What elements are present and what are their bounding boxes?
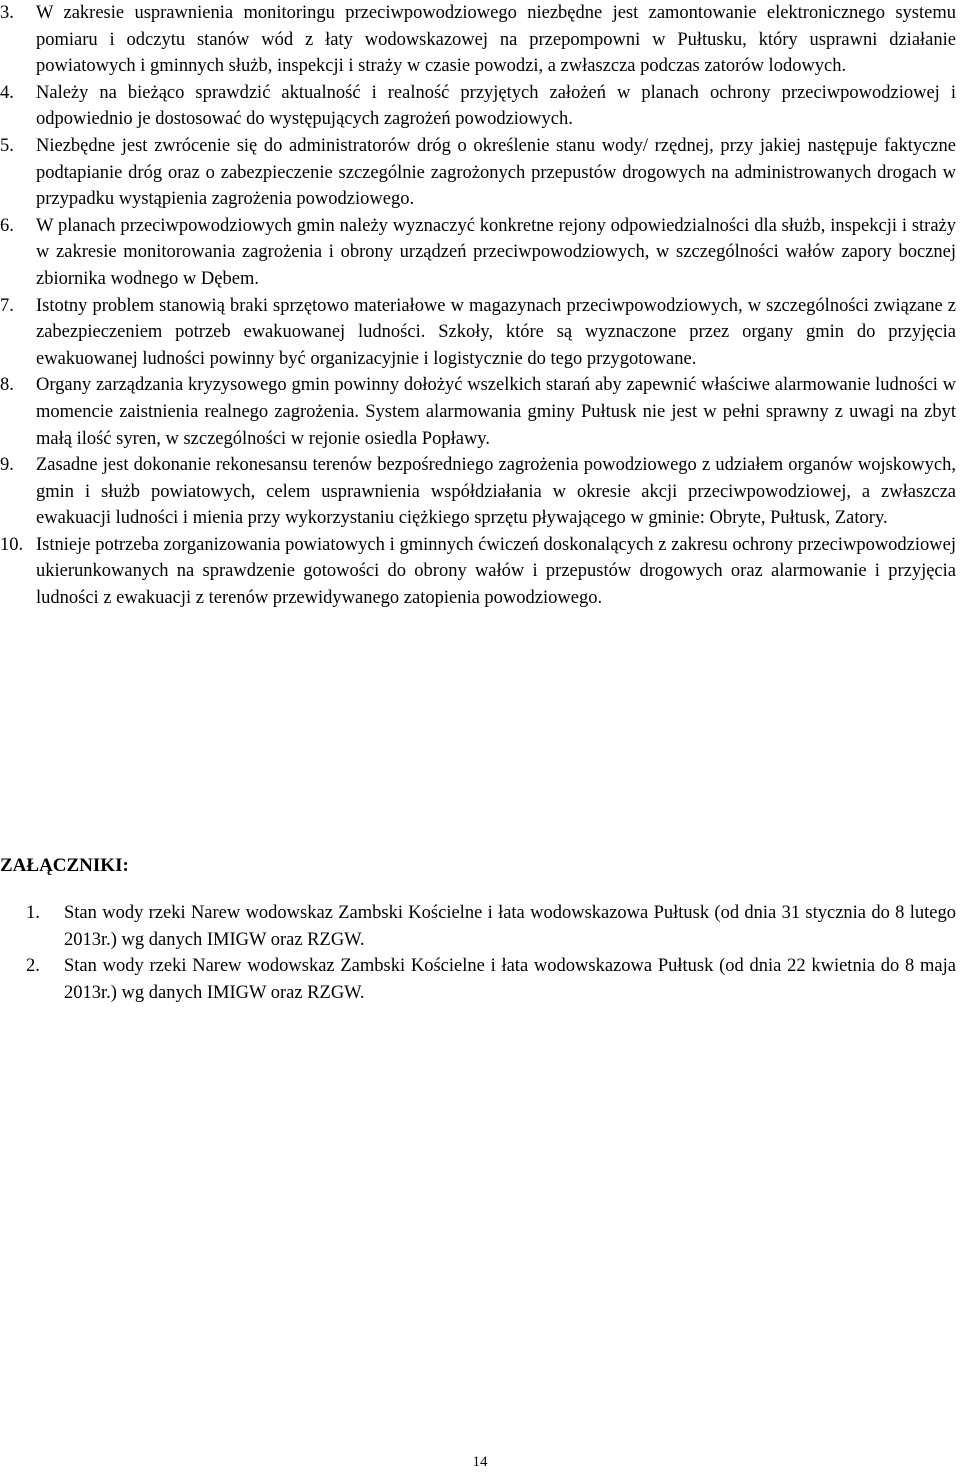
recommendation-item-6 bbox=[0, 213, 956, 293]
recommendation-item-4 bbox=[0, 80, 956, 133]
recommendation-item-8 bbox=[0, 372, 956, 452]
recommendation-item-10 bbox=[0, 532, 956, 612]
recommendation-text: W planach przeciwpowodziowych gmin należy wyznaczyć konkretne rejony odpowiedzialności dla służb, inspekcji i straży w zakresie monitorowania zagrożenia i obrony urządzeń przeciwpowodziowych, w szczególności wałów zapory bocznej zbiornika wodnego w Dębem. bbox=[36, 215, 956, 289]
attachment-number: 2. bbox=[26, 956, 40, 977]
recommendation-number: 8. bbox=[0, 375, 14, 396]
recommendation-text: Istnieje potrzeba zorganizowania powiatowych i gminnych ćwiczeń doskonalących z zakresu ochrony przeciwpowodziowej ukierunkowanych na sprawdzenie gotowości do obrony wałów i przepustów drogowych oraz alarmowanie i przyjęcia ludności z ewakuacji z terenów przewidywanego zatopienia powodziowego. bbox=[36, 534, 956, 609]
recommendation-number: 7. bbox=[0, 295, 14, 316]
recommendation-text: W zakresie usprawnienia monitoringu przeciwpowodziowego niezbędne jest zamontowanie elektronicznego systemu pomiaru i odczytu stanów wód z łaty wodowskazowej na przepompowni w Pułtusku, który usprawni działanie powiatowych i gminnych służb, inspekcji i straży w czasie powodzi, a zwłaszcza podczas zatorów lodowych. bbox=[36, 3, 956, 77]
attachments-heading: ZAŁĄCZNIKI: bbox=[0, 855, 129, 876]
attachment-item-1 bbox=[26, 900, 956, 953]
recommendation-number: 10. bbox=[0, 534, 24, 555]
page-number: 14 bbox=[472, 1454, 488, 1470]
recommendation-number: 3. bbox=[0, 3, 14, 23]
recommendation-text: Należy na bieżąco sprawdzić aktualność i realność przyjętych założeń w planach ochrony przeciwpowodziowej i odpowiednio je dostosować do występujących zagrożeń powodziowych. bbox=[36, 82, 956, 130]
attachment-text: Stan wody rzeki Narew wodowskaz Zambski Kościelne i łata wodowskazowa Pułtusk (od dnia 22 kwietnia do 8 maja 2013r.) wg danych IMIGW oraz RZGW. bbox=[64, 956, 956, 1003]
recommendation-text: Istotny problem stanowią braki sprzętowo materiałowe w magazynach przeciwpowodziowych, w szczególności związane z zabezpieczeniem potrzeb ewakuowanej ludności. Szkoły, które są wyznaczone przez organy gmin do przyjęcia ewakuowanej ludności powinny być organizacyjnie i logistycznie do tego przygotowane. bbox=[36, 295, 956, 369]
recommendation-text: Zasadne jest dokonanie rekonesansu terenów bezpośredniego zagrożenia powodziowego z udziałem organów wojskowych, gmin i służb powiatowych, celem usprawnienia współdziałania w okresie akcji przeciwpowodziowej, a zwłaszcza ewakuacji ludności i mienia przy wykorzystaniu ciężkiego sprzętu pływającego w gminie: Obryte, Pułtusk, Zatory. bbox=[36, 455, 956, 529]
attachment-item-2 bbox=[26, 953, 956, 1006]
recommendation-item-9 bbox=[0, 452, 956, 532]
recommendation-item-3 bbox=[0, 0, 956, 80]
attachment-text: Stan wody rzeki Narew wodowskaz Zambski Kościelne i łata wodowskazowa Pułtusk (od dnia 31 stycznia do 8 lutego 2013r.) wg danych IMIGW oraz RZGW. bbox=[64, 903, 956, 950]
attachment-number: 1. bbox=[26, 903, 40, 923]
recommendation-item-5 bbox=[0, 133, 956, 213]
attachments-list bbox=[26, 900, 956, 1006]
recommendation-text: Organy zarządzania kryzysowego gmin powinny dołożyć wszelkich starań aby zapewnić właściwe alarmowanie ludności w momencie zaistnienia realnego zagrożenia. System alarmowania gminy Pułtusk nie jest w pełni sprawny z uwagi na zbyt małą ilość syren, w szczególności w rejonie osiedla Popławy. bbox=[36, 375, 956, 449]
recommendation-text: Niezbędne jest zwrócenie się do administratorów dróg o określenie stanu wody/ rzędnej, przy jakiej następuje faktyczne podtapianie dróg oraz o zabezpieczenie szczególnie zagrożonych przepustów drogowych na administrowanych drogach w przypadku wystąpienia zagrożenia powodziowego. bbox=[36, 135, 956, 210]
recommendation-number: 9. bbox=[0, 455, 14, 476]
recommendation-number: 5. bbox=[0, 135, 14, 156]
recommendation-number: 4. bbox=[0, 82, 14, 103]
recommendation-item-7 bbox=[0, 293, 956, 373]
recommendations-list bbox=[0, 0, 956, 612]
recommendation-number: 6. bbox=[0, 215, 14, 236]
